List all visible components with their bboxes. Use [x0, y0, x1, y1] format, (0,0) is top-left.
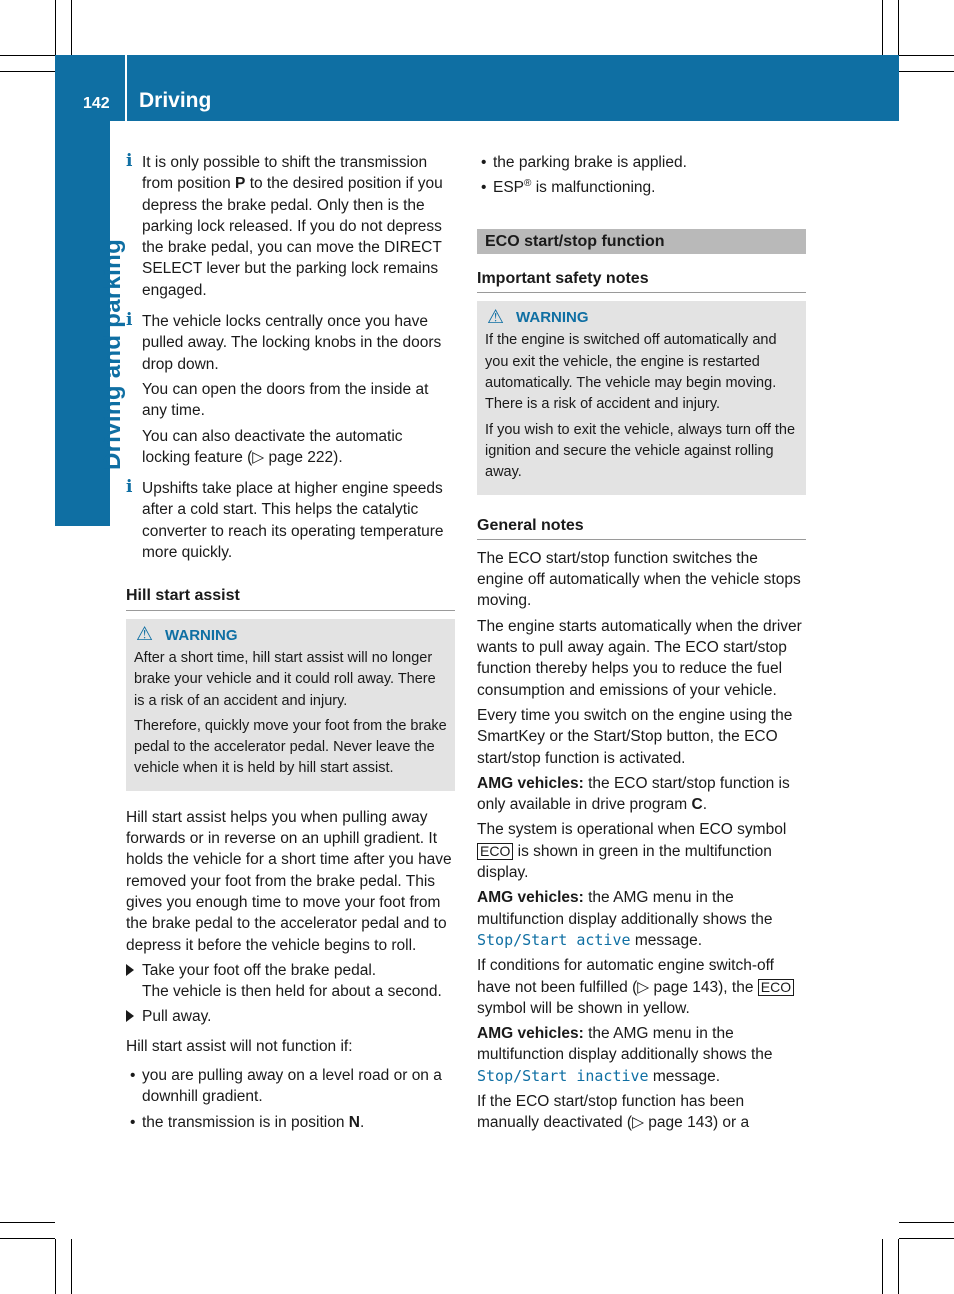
info-icon: i: [126, 151, 133, 171]
info-note: [126, 152, 455, 301]
body-text: Every time you switch on the engine using the SmartKey or the Start/Stop button, the ECO start/stop function is activated.: [477, 706, 793, 767]
display-message: Stop/Start active: [477, 930, 631, 949]
body-text: Hill start assist will not function if:: [126, 1037, 353, 1055]
crop-mark: [898, 0, 899, 55]
eco-symbol-icon: ECO: [758, 979, 794, 996]
warning-box: [477, 301, 806, 494]
crop-mark: [882, 1239, 883, 1294]
step-arrow-icon: [126, 1010, 134, 1022]
chapter-title: Driving: [139, 89, 212, 112]
warning-text: If you wish to exit the vehicle, always turn off the ignition and secure the vehicle against rolling away.: [485, 421, 796, 481]
crop-mark: [71, 0, 72, 55]
page-header: [55, 55, 899, 121]
header-divider: [125, 55, 127, 121]
instruction-step: Pull away.: [126, 1006, 455, 1027]
crop-mark: [899, 55, 954, 56]
subsection-heading: Hill start assist: [126, 585, 455, 610]
body-text: AMG vehicles: the AMG menu in the multifunction display additionally shows the Stop/Start active message.: [477, 889, 773, 949]
info-text: The vehicle locks centrally once you have pulled away. The locking knobs in the doors drop down.: [142, 313, 442, 373]
info-text: Upshifts take place at higher engine speeds after a cold start. This helps the catalytic converter to reach its operating temperature more quickly.: [142, 480, 444, 562]
body-text: The ECO start/stop function switches the engine off automatically when the vehicle stops moving.: [477, 549, 801, 610]
info-text: You can open the doors from the inside at any time.: [142, 380, 429, 420]
body-text: If the ECO start/stop function has been manually deactivated (▷ page 143) or a: [477, 1092, 750, 1132]
crop-mark: [0, 55, 55, 56]
warning-text: If the engine is switched off automatically and you exit the vehicle, the engine is restarted automatically. The vehicle may begin moving. There is a risk of accident and injury.: [485, 332, 777, 413]
crop-mark: [899, 1222, 954, 1223]
instruction-step: Take your foot off the brake pedal. The vehicle is then held for about a second.: [126, 960, 455, 1003]
subsection-heading: General notes: [477, 515, 806, 540]
side-tab-label: Driving and parking: [99, 238, 126, 470]
warning-box: [126, 619, 455, 791]
body-text: The engine starts automatically when the driver wants to pull away again. The ECO start/stop function thereby helps you to reduce the fuel consumption and emissions of your vehicle.: [477, 617, 802, 699]
eco-symbol-icon: ECO: [477, 843, 513, 860]
step-result: The vehicle is then held for about a second.: [142, 983, 442, 1001]
info-text: You can also deactivate the automatic locking feature (▷ page 222).: [142, 427, 403, 466]
warning-triangle-icon: ⚠: [136, 624, 154, 646]
warning-triangle-icon: ⚠: [487, 306, 505, 328]
crop-mark: [55, 1239, 56, 1294]
crop-mark: [0, 71, 55, 72]
crop-mark: [0, 1238, 55, 1239]
list-item: • ESP® is malfunctioning.: [477, 177, 806, 198]
crop-mark: [0, 1222, 55, 1223]
warning-text: After a short time, hill start assist will no longer brake your vehicle and it could roll away. There is a risk of an accident and injury.: [134, 649, 436, 709]
info-note: [126, 478, 455, 563]
info-icon: i: [126, 477, 133, 498]
page-number: 142: [83, 95, 110, 112]
right-column: [477, 152, 806, 1138]
crop-mark: [898, 1239, 899, 1294]
subsection-heading: Important safety notes: [477, 268, 806, 293]
warning-header: [134, 625, 447, 646]
left-column: [126, 152, 455, 1137]
warning-text: Therefore, quickly move your foot from the brake pedal to the accelerator pedal. Never leave the vehicle when it is held by hill start assist.: [134, 717, 447, 777]
list-item: • the transmission is in position N.: [126, 1112, 455, 1133]
info-icon: i: [126, 310, 133, 331]
crop-mark: [55, 0, 56, 55]
crop-mark: [899, 71, 954, 72]
crop-mark: [71, 1239, 72, 1294]
crop-mark: [899, 1238, 954, 1239]
list-item: • the parking brake is applied.: [477, 152, 806, 173]
section-heading: ECO start/stop function: [477, 229, 806, 254]
warning-label: WARNING: [165, 626, 238, 644]
warning-header: [485, 307, 798, 328]
display-message: Stop/Start inactive: [477, 1066, 649, 1085]
warning-label: WARNING: [516, 309, 589, 327]
body-text: AMG vehicles: the AMG menu in the multifunction display additionally shows the Stop/Start inactive message.: [477, 1025, 773, 1085]
step-arrow-icon: [126, 964, 134, 976]
body-text: If conditions for automatic engine switch-off have not been fulfilled (▷ page 143), the ECO symbol will be shown in yellow.: [477, 955, 806, 1019]
body-text: AMG vehicles: the ECO start/stop function is only available in drive program C.: [477, 774, 790, 814]
list-item: • you are pulling away on a level road or on a downhill gradient.: [126, 1065, 455, 1108]
crop-mark: [882, 0, 883, 55]
info-text: It is only possible to shift the transmission from position P to the desired position if you depress the brake pedal. Only then is the parking lock released. If you do not depress the brake pedal, you can move the DIRECT SELECT lever but the parking lock remains engaged.: [142, 154, 443, 299]
body-text: Hill start assist helps you when pulling away forwards or in reverse on an uphill gradient. It holds the vehicle for a short time after you have removed your foot from the brake pedal. This gives you enough time to move your foot from the brake pedal to the accelerator pedal and to depress it before the vehicle begins to roll.: [126, 808, 452, 954]
body-text: The system is operational when ECO symbol ECO is shown in green in the multifunction display.: [477, 821, 787, 882]
info-note: [126, 311, 455, 468]
